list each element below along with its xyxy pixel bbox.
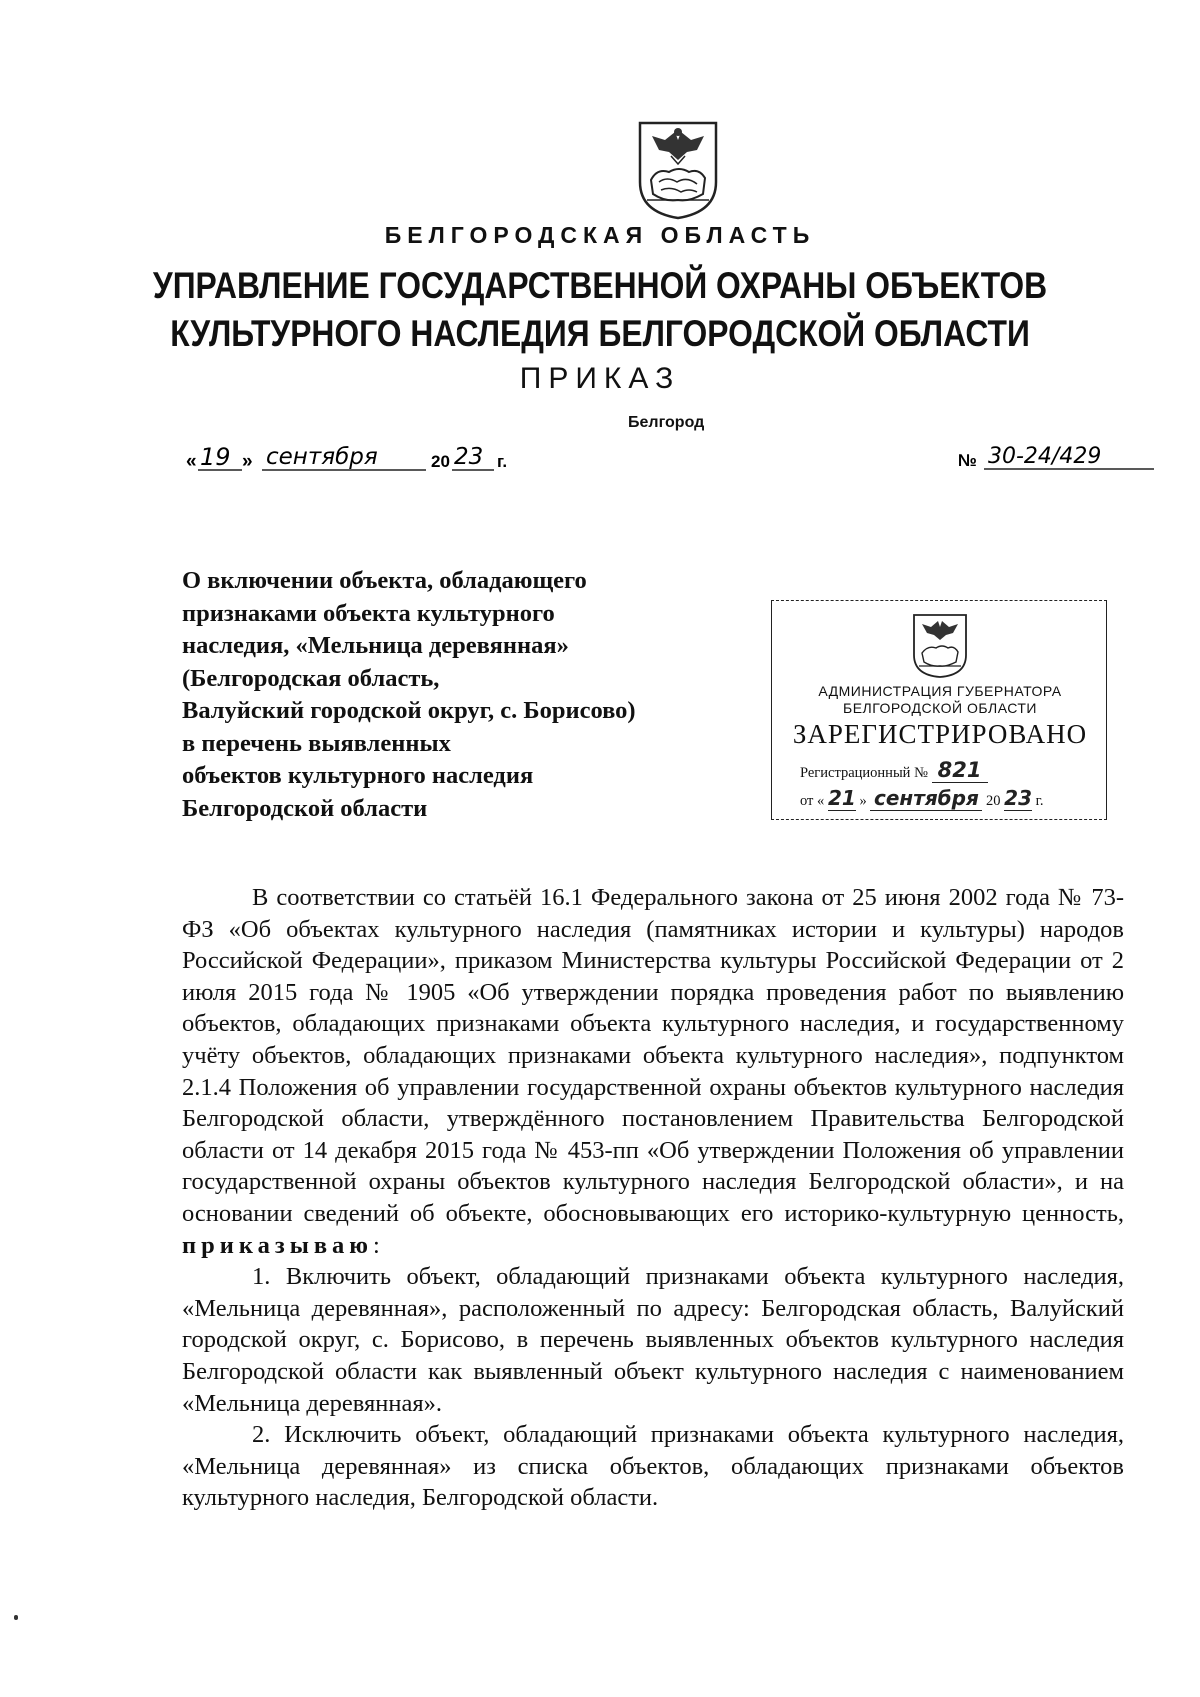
organization-name-line-1: УПРАВЛЕНИЕ ГОСУДАРСТВЕННОЙ ОХРАНЫ ОБЪЕКТОВ — [152, 265, 1048, 306]
number-prefix: № — [958, 451, 977, 470]
city-name: Белгород — [628, 414, 705, 431]
scan-speck — [14, 1615, 18, 1620]
order-number-line — [958, 440, 1158, 480]
order-keyword: приказываю — [182, 1231, 374, 1259]
region-name: БЕЛГОРОДСКАЯ ОБЛАСТЬ — [384, 222, 816, 248]
stamp-date-row — [800, 786, 1044, 811]
stamp-date-day: 21 — [827, 786, 856, 810]
title-line: наследия, «Мельница деревянная» — [182, 632, 569, 659]
stamp-date-close-quote: » — [859, 793, 867, 809]
title-line: объектов культурного наследия — [182, 762, 534, 789]
date-month: сентября — [266, 444, 378, 470]
coat-of-arms-emblem — [637, 120, 719, 220]
title-line: (Белгородская область, — [182, 664, 440, 692]
order-body — [182, 882, 1124, 1514]
stamp-registered-label: ЗАРЕГИСТРИРОВАНО — [792, 719, 1088, 749]
stamp-date-suffix: г. — [1035, 793, 1044, 809]
organization-name-line-2: КУЛЬТУРНОГО НАСЛЕДИЯ БЕЛГОРОДСКОЙ ОБЛАСТИ — [170, 313, 1030, 354]
preamble-text: В соответствии со статьёй 16.1 Федерального закона от 25 июня 2002 года № 73-ФЗ «Об объектах культурного наследия (памятниках истории и культуры) народов Российской Федерации», приказом Министерства культуры Российской Федерации от 2 июля 2015 года № 1905 «Об утверждении порядка проведения работ по выявлению объектов, обладающих признаками объекта культурного наследия, и государственному учёту объектов, обладающих признаками объекта культурного наследия», подпунктом 2.1.4 Положения об управлении государственной охраны объектов культурного наследия Белгородской области, утверждённого постановлением Правительства Белгородской области от 14 декабря 2015 года № 453-пп «Об утверждении Положения об управлении государственной охраны объектов культурного наследия Белгородской области», и на основании сведений об объекте, обосновывающих его историко-культурную ценность, — [182, 884, 1124, 1227]
stamp-emblem-icon — [912, 613, 968, 679]
order-number: 30-24/429 — [988, 444, 1102, 469]
stamp-date-year: 23 — [1004, 786, 1032, 810]
stamp-admin-line-2: БЕЛГОРОДСКОЙ ОБЛАСТИ — [843, 700, 1037, 716]
title-line: признаками объекта культурного — [182, 599, 555, 627]
document-type: ПРИКАЗ — [519, 362, 681, 395]
date-day: 19 — [200, 443, 231, 471]
stamp-date-from-label: от « — [800, 793, 825, 809]
organization-name — [84, 262, 1116, 358]
title-line: Валуйский городской округ, с. Борисово) — [182, 697, 636, 724]
stamp-registration-number-label: Регистрационный № — [800, 765, 928, 781]
title-line: Белгородской области — [182, 794, 428, 822]
stamp-administration — [772, 683, 1108, 717]
date-year-suffix: г. — [497, 452, 508, 471]
date-century: 20 — [431, 452, 450, 471]
date-open-quote: « — [186, 451, 197, 472]
body-paragraph-item-1: 1. Включить объект, обладающий признаками объекта культурного наследия, «Мельница деревянная», расположенный по адресу: Белгородская область, Валуйский городской округ, с. Борисово, в перечень выявленных объектов культурного наследия Белгородской области как выявленный объект культурного наследия с наименованием «Мельница деревянная». — [182, 1263, 1124, 1417]
title-line: О включении объекта, обладающего — [182, 567, 587, 594]
stamp-admin-line-1: АДМИНИСТРАЦИЯ ГУБЕРНАТОРА — [818, 683, 1062, 699]
date-year: 23 — [454, 444, 484, 470]
registration-stamp — [771, 600, 1107, 820]
order-date-line — [186, 440, 586, 480]
stamp-registration-number: 821 — [932, 758, 988, 783]
preamble-colon: : — [373, 1231, 380, 1259]
body-paragraph-item-2: 2. Исключить объект, обладающий признаками объекта культурного наследия, «Мельница деревянная» из списка объектов, обладающих признаками объектов культурного наследия, Белгородской области. — [182, 1421, 1124, 1512]
body-paragraph-preamble — [182, 882, 1124, 1261]
stamp-registration-number-row — [800, 758, 988, 783]
order-title — [182, 565, 702, 825]
stamp-date-month: сентября — [870, 786, 982, 811]
stamp-date-century: 20 — [986, 793, 1001, 809]
title-line: в перечень выявленных — [182, 729, 451, 757]
date-close-quote: » — [242, 451, 253, 472]
